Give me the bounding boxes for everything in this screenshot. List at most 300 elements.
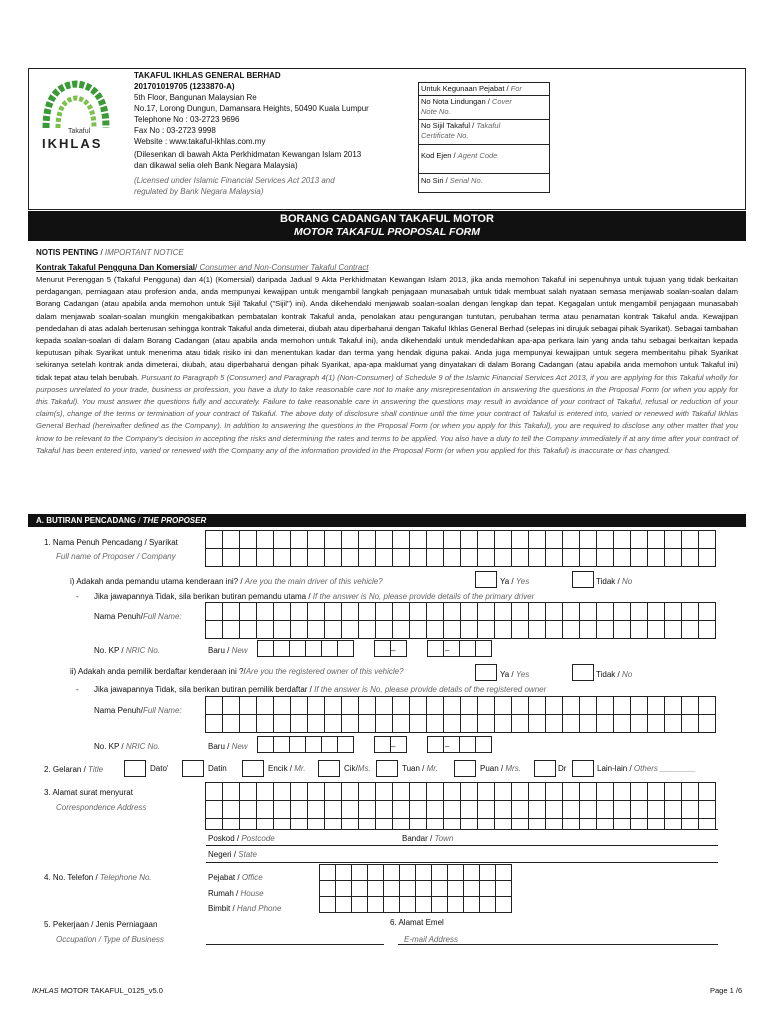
char-box[interactable] <box>319 896 336 913</box>
char-box[interactable] <box>307 602 325 621</box>
char-box[interactable] <box>647 696 665 715</box>
char-box[interactable] <box>256 714 274 733</box>
char-box[interactable] <box>358 602 376 621</box>
char-box[interactable] <box>647 782 665 801</box>
char-box[interactable] <box>358 782 376 801</box>
char-box[interactable] <box>409 782 427 801</box>
char-box[interactable] <box>351 896 368 913</box>
char-box[interactable] <box>358 714 376 733</box>
char-box[interactable] <box>562 714 580 733</box>
char-box[interactable] <box>273 620 291 639</box>
char-box[interactable] <box>392 620 410 639</box>
char-box[interactable] <box>698 782 716 801</box>
char-box[interactable] <box>324 714 342 733</box>
char-box[interactable] <box>562 800 580 819</box>
char-box[interactable] <box>341 696 359 715</box>
char-box[interactable] <box>256 602 274 621</box>
char-box[interactable] <box>383 880 400 897</box>
nric-char-box[interactable] <box>305 640 322 657</box>
char-box[interactable] <box>664 602 682 621</box>
char-box[interactable] <box>205 714 223 733</box>
char-box[interactable] <box>562 602 580 621</box>
char-box[interactable] <box>664 800 682 819</box>
char-box[interactable] <box>511 620 529 639</box>
char-box[interactable] <box>409 696 427 715</box>
char-box[interactable] <box>256 800 274 819</box>
char-box[interactable] <box>545 602 563 621</box>
char-box[interactable] <box>579 620 597 639</box>
char-box[interactable] <box>239 548 257 567</box>
char-box[interactable] <box>698 548 716 567</box>
char-box[interactable] <box>409 620 427 639</box>
nric-char-box[interactable] <box>475 640 492 657</box>
char-box[interactable] <box>290 548 308 567</box>
nric-char-box[interactable] <box>289 640 306 657</box>
char-box[interactable] <box>290 696 308 715</box>
char-box[interactable] <box>579 800 597 819</box>
char-box[interactable] <box>494 782 512 801</box>
char-box[interactable] <box>273 714 291 733</box>
char-box[interactable] <box>358 696 376 715</box>
char-box[interactable] <box>222 602 240 621</box>
char-box[interactable] <box>392 602 410 621</box>
office-phone-boxes[interactable] <box>320 864 512 881</box>
nric-char-box[interactable] <box>257 640 274 657</box>
char-box[interactable] <box>205 696 223 715</box>
char-box[interactable] <box>239 782 257 801</box>
char-box[interactable] <box>447 880 464 897</box>
char-box[interactable] <box>647 530 665 549</box>
nric-char-box[interactable] <box>459 640 476 657</box>
char-box[interactable] <box>324 782 342 801</box>
char-box[interactable] <box>613 782 631 801</box>
char-box[interactable] <box>273 696 291 715</box>
char-box[interactable] <box>358 800 376 819</box>
char-box[interactable] <box>443 548 461 567</box>
char-box[interactable] <box>494 530 512 549</box>
char-box[interactable] <box>528 714 546 733</box>
char-box[interactable] <box>596 530 614 549</box>
char-box[interactable] <box>681 602 699 621</box>
email-line[interactable] <box>398 944 718 945</box>
char-box[interactable] <box>256 530 274 549</box>
nric-char-box[interactable] <box>305 736 322 753</box>
char-box[interactable] <box>460 696 478 715</box>
char-box[interactable] <box>698 602 716 621</box>
char-box[interactable] <box>647 800 665 819</box>
occupation-line[interactable] <box>206 944 384 945</box>
char-box[interactable] <box>681 530 699 549</box>
nric-char-box[interactable] <box>374 640 391 657</box>
char-box[interactable] <box>415 880 432 897</box>
char-box[interactable] <box>647 548 665 567</box>
char-box[interactable] <box>630 782 648 801</box>
char-box[interactable] <box>290 714 308 733</box>
char-box[interactable] <box>358 548 376 567</box>
char-box[interactable] <box>613 714 631 733</box>
char-box[interactable] <box>630 548 648 567</box>
full-name-row-2[interactable] <box>206 548 716 567</box>
mobile-phone-boxes[interactable] <box>320 896 512 913</box>
char-box[interactable] <box>664 530 682 549</box>
char-box[interactable] <box>426 714 444 733</box>
char-box[interactable] <box>562 530 580 549</box>
address-row-2[interactable] <box>206 800 716 819</box>
char-box[interactable] <box>375 548 393 567</box>
char-box[interactable] <box>460 620 478 639</box>
nric-char-box[interactable] <box>321 640 338 657</box>
char-box[interactable] <box>596 800 614 819</box>
char-box[interactable] <box>698 530 716 549</box>
char-box[interactable] <box>596 548 614 567</box>
char-box[interactable] <box>409 800 427 819</box>
char-box[interactable] <box>443 714 461 733</box>
char-box[interactable] <box>596 714 614 733</box>
char-box[interactable] <box>460 714 478 733</box>
char-box[interactable] <box>494 602 512 621</box>
char-box[interactable] <box>545 782 563 801</box>
char-box[interactable] <box>463 880 480 897</box>
char-box[interactable] <box>443 620 461 639</box>
char-box[interactable] <box>307 530 325 549</box>
title-checkbox-dato[interactable] <box>124 760 146 777</box>
char-box[interactable] <box>307 782 325 801</box>
char-box[interactable] <box>681 620 699 639</box>
char-box[interactable] <box>324 548 342 567</box>
char-box[interactable] <box>596 696 614 715</box>
char-box[interactable] <box>426 602 444 621</box>
char-box[interactable] <box>443 696 461 715</box>
char-box[interactable] <box>409 530 427 549</box>
char-box[interactable] <box>351 864 368 881</box>
char-box[interactable] <box>222 696 240 715</box>
char-box[interactable] <box>392 530 410 549</box>
nric-char-box[interactable] <box>257 736 274 753</box>
char-box[interactable] <box>447 864 464 881</box>
char-box[interactable] <box>290 620 308 639</box>
char-box[interactable] <box>205 602 223 621</box>
qii-no-checkbox[interactable] <box>572 664 594 681</box>
char-box[interactable] <box>392 800 410 819</box>
nric-char-box[interactable] <box>337 736 354 753</box>
char-box[interactable] <box>222 800 240 819</box>
char-box[interactable] <box>324 530 342 549</box>
char-box[interactable] <box>494 620 512 639</box>
char-box[interactable] <box>681 800 699 819</box>
char-box[interactable] <box>647 620 665 639</box>
full-name-row-1[interactable] <box>206 530 716 549</box>
char-box[interactable] <box>239 696 257 715</box>
title-checkbox-others[interactable] <box>572 760 594 777</box>
char-box[interactable] <box>222 782 240 801</box>
char-box[interactable] <box>698 620 716 639</box>
char-box[interactable] <box>426 800 444 819</box>
char-box[interactable] <box>528 620 546 639</box>
char-box[interactable] <box>392 548 410 567</box>
char-box[interactable] <box>426 530 444 549</box>
nric-char-box[interactable] <box>321 736 338 753</box>
qi-yes-checkbox[interactable] <box>475 571 497 588</box>
char-box[interactable] <box>511 782 529 801</box>
char-box[interactable] <box>431 864 448 881</box>
char-box[interactable] <box>273 530 291 549</box>
char-box[interactable] <box>477 696 495 715</box>
char-box[interactable] <box>290 530 308 549</box>
char-box[interactable] <box>511 696 529 715</box>
qii-yes-checkbox[interactable] <box>475 664 497 681</box>
owner-name-row-2[interactable] <box>206 714 716 733</box>
char-box[interactable] <box>613 620 631 639</box>
driver-name-row-2[interactable] <box>206 620 716 639</box>
char-box[interactable] <box>545 696 563 715</box>
char-box[interactable] <box>307 620 325 639</box>
char-box[interactable] <box>426 548 444 567</box>
nric-char-box[interactable] <box>475 736 492 753</box>
char-box[interactable] <box>239 620 257 639</box>
char-box[interactable] <box>664 696 682 715</box>
nric-char-box[interactable] <box>374 736 391 753</box>
char-box[interactable] <box>596 782 614 801</box>
char-box[interactable] <box>222 620 240 639</box>
char-box[interactable] <box>392 696 410 715</box>
nric-char-box[interactable] <box>289 736 306 753</box>
char-box[interactable] <box>545 800 563 819</box>
char-box[interactable] <box>426 620 444 639</box>
house-phone-boxes[interactable] <box>320 880 512 897</box>
char-box[interactable] <box>273 548 291 567</box>
char-box[interactable] <box>375 620 393 639</box>
char-box[interactable] <box>562 548 580 567</box>
title-checkbox-tuan[interactable] <box>376 760 398 777</box>
char-box[interactable] <box>324 800 342 819</box>
char-box[interactable] <box>256 548 274 567</box>
char-box[interactable] <box>307 714 325 733</box>
nric-char-box[interactable] <box>427 640 444 657</box>
char-box[interactable] <box>630 696 648 715</box>
char-box[interactable] <box>443 530 461 549</box>
char-box[interactable] <box>290 800 308 819</box>
char-box[interactable] <box>222 548 240 567</box>
char-box[interactable] <box>409 714 427 733</box>
char-box[interactable] <box>495 896 512 913</box>
char-box[interactable] <box>613 696 631 715</box>
char-box[interactable] <box>681 782 699 801</box>
char-box[interactable] <box>319 864 336 881</box>
char-box[interactable] <box>256 696 274 715</box>
char-box[interactable] <box>494 696 512 715</box>
char-box[interactable] <box>463 896 480 913</box>
char-box[interactable] <box>324 696 342 715</box>
char-box[interactable] <box>256 620 274 639</box>
char-box[interactable] <box>367 880 384 897</box>
char-box[interactable] <box>307 548 325 567</box>
nric-char-box[interactable] <box>337 640 354 657</box>
char-box[interactable] <box>477 714 495 733</box>
char-box[interactable] <box>460 548 478 567</box>
char-box[interactable] <box>630 602 648 621</box>
char-box[interactable] <box>698 714 716 733</box>
char-box[interactable] <box>613 530 631 549</box>
char-box[interactable] <box>494 800 512 819</box>
char-box[interactable] <box>324 602 342 621</box>
char-box[interactable] <box>463 864 480 881</box>
char-box[interactable] <box>562 696 580 715</box>
char-box[interactable] <box>341 782 359 801</box>
char-box[interactable] <box>664 548 682 567</box>
title-checkbox-puan[interactable] <box>454 760 476 777</box>
char-box[interactable] <box>681 548 699 567</box>
char-box[interactable] <box>511 714 529 733</box>
nric-char-box[interactable] <box>427 736 444 753</box>
char-box[interactable] <box>545 620 563 639</box>
char-box[interactable] <box>477 800 495 819</box>
char-box[interactable] <box>358 530 376 549</box>
char-box[interactable] <box>681 714 699 733</box>
char-box[interactable] <box>273 800 291 819</box>
char-box[interactable] <box>528 548 546 567</box>
char-box[interactable] <box>415 896 432 913</box>
char-box[interactable] <box>647 602 665 621</box>
char-box[interactable] <box>239 530 257 549</box>
char-box[interactable] <box>239 714 257 733</box>
char-box[interactable] <box>222 714 240 733</box>
char-box[interactable] <box>341 800 359 819</box>
char-box[interactable] <box>335 864 352 881</box>
char-box[interactable] <box>698 800 716 819</box>
char-box[interactable] <box>341 602 359 621</box>
char-box[interactable] <box>511 530 529 549</box>
char-box[interactable] <box>383 864 400 881</box>
char-box[interactable] <box>205 530 223 549</box>
char-box[interactable] <box>511 548 529 567</box>
char-box[interactable] <box>460 782 478 801</box>
char-box[interactable] <box>443 800 461 819</box>
char-box[interactable] <box>460 530 478 549</box>
char-box[interactable] <box>460 800 478 819</box>
driver-nric-boxes[interactable] <box>258 640 492 657</box>
char-box[interactable] <box>256 782 274 801</box>
char-box[interactable] <box>447 896 464 913</box>
char-box[interactable] <box>307 800 325 819</box>
title-checkbox-datin[interactable] <box>182 760 204 777</box>
char-box[interactable] <box>290 782 308 801</box>
char-box[interactable] <box>415 864 432 881</box>
title-checkbox-encik[interactable] <box>242 760 264 777</box>
char-box[interactable] <box>613 800 631 819</box>
char-box[interactable] <box>477 782 495 801</box>
char-box[interactable] <box>307 696 325 715</box>
char-box[interactable] <box>375 782 393 801</box>
char-box[interactable] <box>479 896 496 913</box>
char-box[interactable] <box>528 782 546 801</box>
char-box[interactable] <box>324 620 342 639</box>
char-box[interactable] <box>477 530 495 549</box>
char-box[interactable] <box>613 548 631 567</box>
char-box[interactable] <box>479 880 496 897</box>
char-box[interactable] <box>426 782 444 801</box>
char-box[interactable] <box>399 896 416 913</box>
char-box[interactable] <box>426 696 444 715</box>
char-box[interactable] <box>375 800 393 819</box>
char-box[interactable] <box>341 620 359 639</box>
char-box[interactable] <box>579 602 597 621</box>
char-box[interactable] <box>392 782 410 801</box>
char-box[interactable] <box>222 530 240 549</box>
char-box[interactable] <box>431 880 448 897</box>
char-box[interactable] <box>319 880 336 897</box>
char-box[interactable] <box>579 530 597 549</box>
char-box[interactable] <box>579 548 597 567</box>
char-box[interactable] <box>647 714 665 733</box>
char-box[interactable] <box>341 548 359 567</box>
char-box[interactable] <box>273 782 291 801</box>
char-box[interactable] <box>477 548 495 567</box>
char-box[interactable] <box>205 620 223 639</box>
address-row-1[interactable] <box>206 782 716 801</box>
char-box[interactable] <box>205 548 223 567</box>
char-box[interactable] <box>399 864 416 881</box>
char-box[interactable] <box>477 602 495 621</box>
char-box[interactable] <box>239 602 257 621</box>
char-box[interactable] <box>375 530 393 549</box>
char-box[interactable] <box>335 896 352 913</box>
char-box[interactable] <box>545 548 563 567</box>
char-box[interactable] <box>351 880 368 897</box>
char-box[interactable] <box>443 782 461 801</box>
nric-char-box[interactable] <box>273 736 290 753</box>
char-box[interactable] <box>664 620 682 639</box>
char-box[interactable] <box>511 602 529 621</box>
char-box[interactable] <box>375 696 393 715</box>
qi-no-checkbox[interactable] <box>572 571 594 588</box>
char-box[interactable] <box>596 620 614 639</box>
char-box[interactable] <box>431 896 448 913</box>
char-box[interactable] <box>681 696 699 715</box>
char-box[interactable] <box>477 620 495 639</box>
char-box[interactable] <box>545 530 563 549</box>
char-box[interactable] <box>239 800 257 819</box>
char-box[interactable] <box>511 800 529 819</box>
char-box[interactable] <box>630 800 648 819</box>
owner-name-row-1[interactable] <box>206 696 716 715</box>
char-box[interactable] <box>273 602 291 621</box>
char-box[interactable] <box>375 602 393 621</box>
char-box[interactable] <box>528 800 546 819</box>
char-box[interactable] <box>664 782 682 801</box>
char-box[interactable] <box>528 602 546 621</box>
char-box[interactable] <box>479 864 496 881</box>
char-box[interactable] <box>358 620 376 639</box>
nric-char-box[interactable] <box>273 640 290 657</box>
char-box[interactable] <box>630 620 648 639</box>
char-box[interactable] <box>630 714 648 733</box>
char-box[interactable] <box>375 714 393 733</box>
char-box[interactable] <box>494 714 512 733</box>
char-box[interactable] <box>399 880 416 897</box>
owner-nric-boxes[interactable] <box>258 736 492 753</box>
char-box[interactable] <box>495 880 512 897</box>
char-box[interactable] <box>545 714 563 733</box>
char-box[interactable] <box>562 782 580 801</box>
char-box[interactable] <box>367 864 384 881</box>
char-box[interactable] <box>698 696 716 715</box>
char-box[interactable] <box>562 620 580 639</box>
char-box[interactable] <box>596 602 614 621</box>
char-box[interactable] <box>494 548 512 567</box>
char-box[interactable] <box>335 880 352 897</box>
nric-char-box[interactable] <box>459 736 476 753</box>
char-box[interactable] <box>579 782 597 801</box>
